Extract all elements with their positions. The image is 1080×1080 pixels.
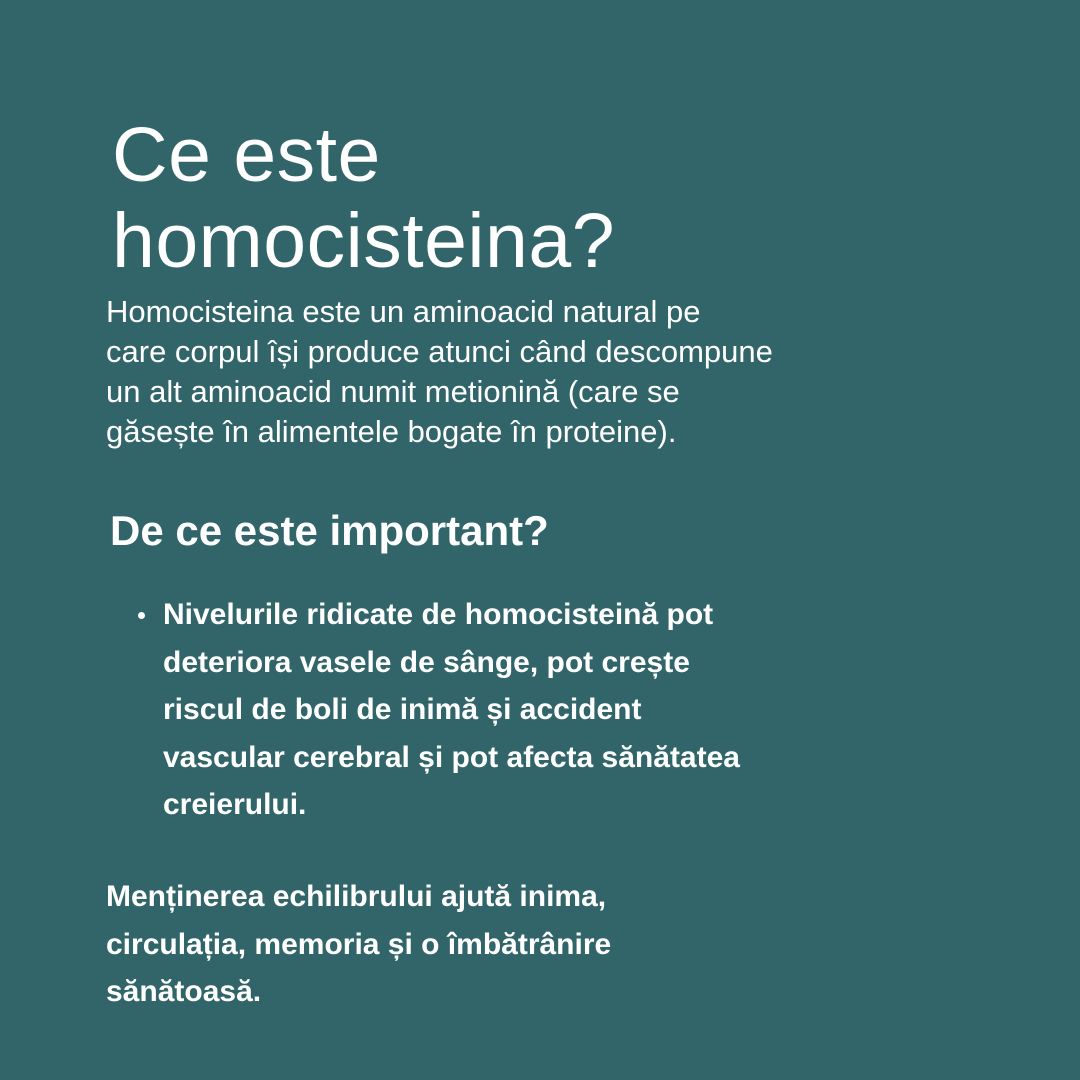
bullet-line: creierului.: [163, 788, 307, 821]
intro-line: găsește în alimentele bogate în proteine).: [106, 414, 677, 449]
bullet-line: vascular cerebral și pot afecta sănătatea: [163, 740, 740, 774]
intro-line: care corpul își produce atunci când descompune: [106, 334, 773, 369]
intro-line: Homocisteina este un aminoacid natural pe: [106, 294, 701, 329]
closing-paragraph: [106, 873, 866, 1016]
bullet-text: [163, 591, 930, 829]
title-line: homocisteina?: [112, 198, 616, 284]
section-heading: De ce este important?: [110, 507, 549, 554]
bullet-icon: [138, 612, 145, 619]
intro-line: un alt aminoacid numit metionină (care se: [106, 374, 680, 409]
importance-list: [130, 591, 930, 829]
bullet-line: Nivelurile ridicate de homocisteină pot: [163, 598, 714, 631]
closing-line: Menținerea echilibrului ajută inima,: [106, 880, 607, 913]
list-item: [130, 591, 930, 829]
closing-line: circulația, memoria și o îmbătrânire: [106, 927, 612, 961]
intro-paragraph: [106, 292, 986, 452]
bullet-line: deteriora vasele de sânge, pot crește: [163, 645, 690, 679]
title-line: Ce este: [112, 112, 381, 198]
bullet-line: riscul de boli de inimă și accident: [163, 693, 642, 726]
closing-line: sănătoasă.: [106, 975, 262, 1008]
page-title: [112, 112, 872, 284]
